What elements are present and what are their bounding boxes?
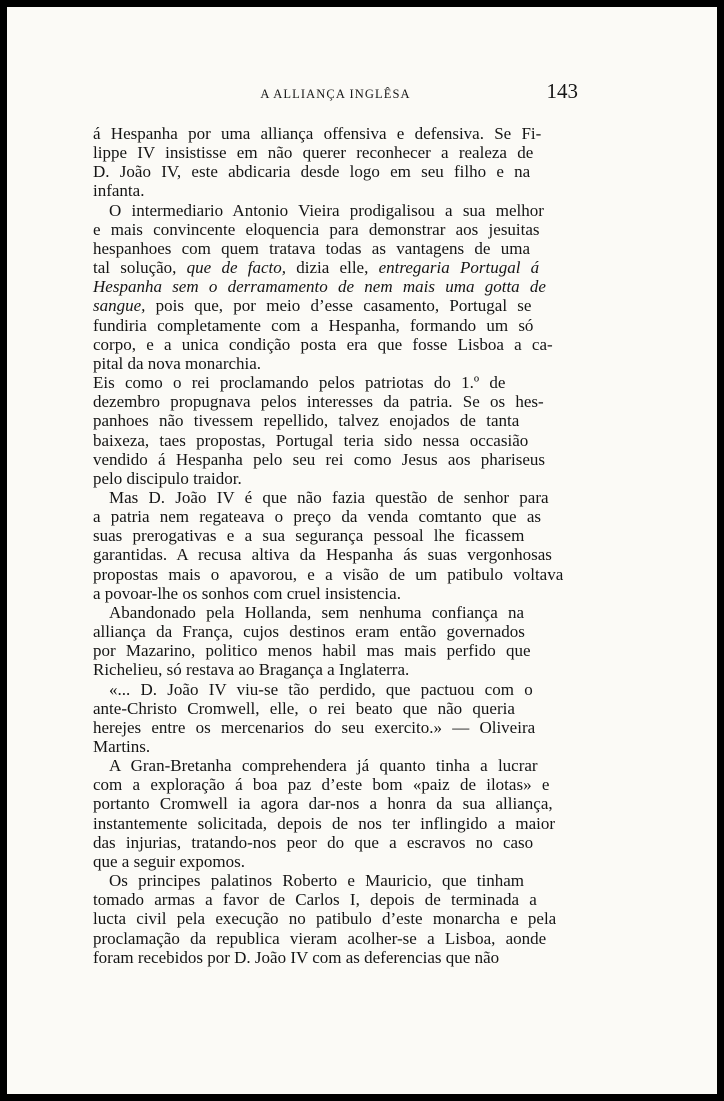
text-line: Martins. (93, 737, 151, 756)
text-line: instantemente solicitada, depois de nos ter inflingido a maior (93, 813, 556, 833)
text-line (93, 258, 578, 277)
text-line: proclamação da republica vieram acolher-se a Lisboa, aonde (93, 928, 547, 948)
italic-fragment: entregaria Portugal á (378, 258, 540, 278)
text-line: por Mazarino, politico menos habil mas mais perfido que (93, 641, 531, 661)
text-line: á Hespanha por uma alliança offensiva e defensiva. Se Fi- (93, 124, 542, 143)
text-line: das injurias, tratando-nos peor do que a escravos no caso (93, 832, 534, 852)
text-line: pelo discipulo traidor. (93, 468, 242, 488)
text-line: que a seguir expomos. (93, 851, 246, 871)
text-line: baixeza, taes propostas, Portugal teria sido nessa occasião (93, 430, 529, 450)
text-line: herejes entre os mercenarios do seu exercito.» — Oliveira (93, 717, 536, 737)
text-line: fundiria completamente com a Hespanha, formando um só (93, 315, 534, 335)
text-line (93, 277, 578, 296)
text-line: corpo, e a unica condição posta era que fosse Lisboa a ca- (93, 334, 553, 354)
text-line: D. João IV, este abdicaria desde logo em seu filho e na (93, 162, 531, 182)
paragraph-4 (93, 488, 578, 603)
text-line: suas prerogativas e a sua segurança pessoal lhe ficassem (93, 526, 525, 546)
text-line: Mas D. João IV é que não fazia questão de senhor para (109, 487, 549, 507)
text-line: Richelieu, só restava ao Bragança a Inglaterra. (93, 660, 410, 680)
text-line: infanta. (93, 181, 145, 201)
text-line: ante-Christo Cromwell, elle, o rei beato que não queria (93, 698, 515, 718)
text-line: Eis como o rei proclamando pelos patriotas do 1.º de (93, 373, 506, 393)
text-line: pital da nova monarchia. (93, 353, 262, 373)
text-line: garantidas. A recusa altiva da Hespanha ás suas vergonhosas (93, 545, 552, 565)
text-line: tomado armas a favor de Carlos I, depois de terminada a (93, 890, 537, 910)
paragraph-2 (93, 201, 578, 373)
text-line: dezembro propugnava pelos interesses da patria. Se os hes- (93, 392, 544, 412)
running-title: A ALLIANÇA INGLÊSA (260, 87, 411, 101)
text-line: vendido á Hespanha pelo seu rei como Jesus aos phariseus (93, 449, 545, 469)
book-page (7, 7, 717, 1094)
italic-fragment: sangue, (93, 296, 146, 316)
text-line: Abandonado pela Hollanda, sem nenhuma confiança na (109, 602, 525, 622)
paragraph-1 (93, 124, 578, 201)
text-line: panhoes não tivessem repellido, talvez enojados de tanta (93, 411, 520, 431)
text-line: alliança da França, cujos destinos eram então governados (93, 622, 525, 642)
text-line: e mais convincente eloquencia para demonstrar aos jesuitas (93, 219, 540, 239)
text-line: A Gran-Bretanha comprehendera já quanto tinha a lucrar (109, 756, 538, 776)
text-line (93, 296, 578, 315)
text-line: propostas mais o apavorou, e a visão de um patibulo voltava (93, 564, 564, 584)
paragraph-3 (93, 373, 578, 488)
paragraph-5 (93, 603, 578, 680)
text-line: com a exploração á boa paz d’este bom «paiz de ilotas» e (93, 775, 550, 795)
text-line: a povoar-lhe os sonhos com cruel insistencia. (93, 583, 401, 603)
text-line: portanto Cromwell ia agora dar-nos a honra da sua alliança, (93, 794, 553, 814)
text-line: lucta civil pela execução no patibulo d’este monarcha e pela (93, 909, 557, 929)
paragraph-7 (93, 756, 578, 871)
text-fragment: pois que, por meio d’esse casamento, Portugal se (145, 296, 532, 316)
text-fragment: dizia elle, (286, 258, 379, 278)
text-line: a patria nem regateava o preço da venda comtanto que as (93, 507, 541, 527)
text-line: lippe IV insistisse em não querer reconhecer a realeza de (93, 143, 534, 163)
text-line: hespanhoes com quem tratava todas as vantagens de uma (93, 238, 530, 258)
paragraph-8 (93, 871, 578, 967)
running-head (93, 79, 578, 107)
body-text (93, 124, 578, 967)
italic-fragment: Hespanha sem o derramamento de nem mais uma gotta de (93, 277, 546, 297)
text-fragment: tal solução, (93, 258, 187, 278)
text-line: Os principes palatinos Roberto e Mauricio, que tinham (109, 871, 524, 891)
page-number: 143 (546, 79, 578, 103)
text-line: foram recebidos por D. João IV com as deferencias que não (93, 947, 500, 967)
paragraph-6 (93, 680, 578, 757)
text-line: O intermediario Antonio Vieira prodigalisou a sua melhor (109, 200, 544, 220)
italic-fragment: que de facto, (186, 258, 287, 278)
text-line: «... D. João IV viu-se tão perdido, que pactuou com o (109, 679, 533, 699)
